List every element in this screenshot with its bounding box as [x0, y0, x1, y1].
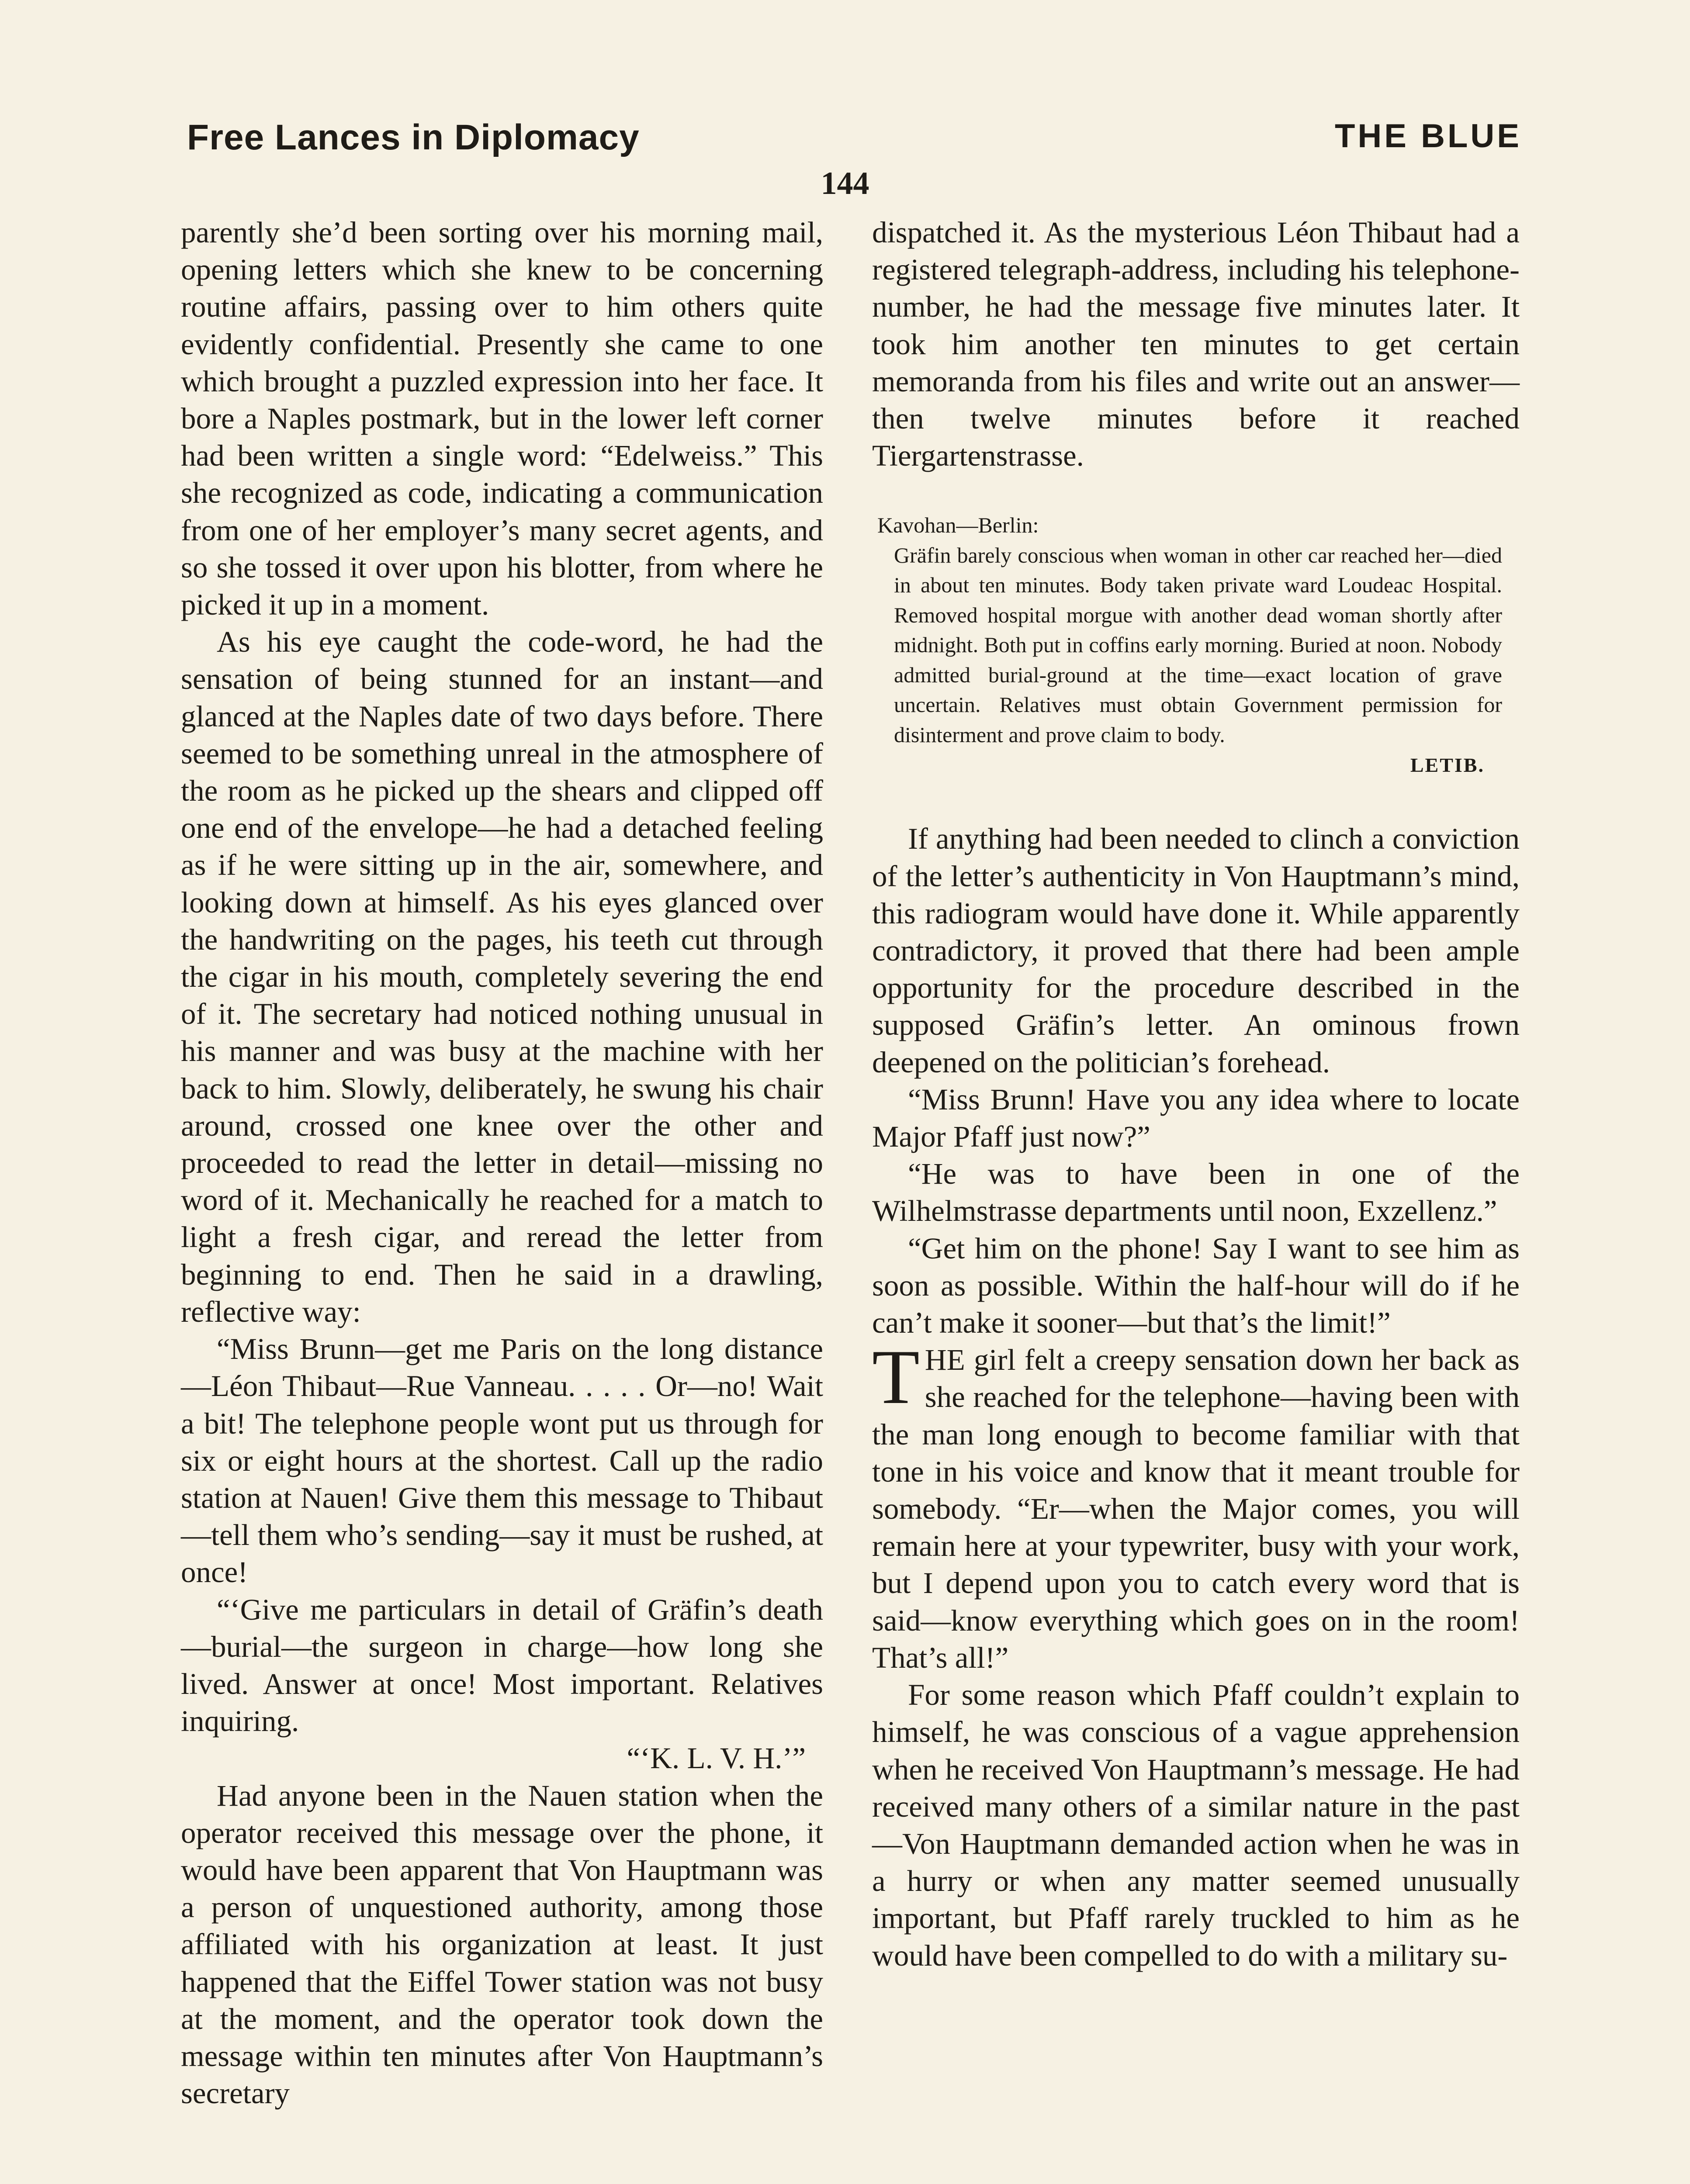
paragraph: “He was to have been in one of the Wilhelmstrasse departments until noon, Exzellenz.” — [872, 1157, 1520, 1228]
running-head-magazine: THE BLUE — [1335, 117, 1522, 155]
spacer — [872, 781, 1520, 820]
radiogram-block — [877, 510, 1502, 781]
radiogram-address: Kavohan—Berlin: — [877, 513, 1039, 538]
dropcap-text: HE girl felt a creepy sensation down her back as she reached for the telephone—having been with the man long enough to become familiar with that tone in his voice and know that it meant trouble for somebody. “Er—when the Major comes, you will remain here at your typewriter, busy with your work, but I depend upon you to catch every word that is said—know everything which goes on in the room! That’s all!” — [872, 1343, 1520, 1674]
paragraph: “Get him on the phone! Say I want to see him as soon as possible. Within the half-hour will do if he can’t make it sooner—but that’s the limit!” — [872, 1231, 1520, 1340]
paragraph: dispatched it. As the mysterious Léon Thibaut had a registered telegraph-address, including his telephone-number, he had the message five minutes later. It took him another ten minutes to get certain memoranda from his files and write out an answer—then twelve minutes before it reached Tiergartenstrasse. — [872, 216, 1520, 473]
radiogram-body: Gräfin barely conscious when woman in other car reached her—died in about ten minutes. Body taken private ward Loudeac Hospital. Removed hospital morgue with another dead woman shortly after midnight. Both put in coffins early morning. Buried at noon. Nobody admitted burial-ground at the time—exact location of grave uncertain. Relatives must obtain Government permission for disinterment and prove claim to body. — [894, 543, 1502, 747]
paragraph: For some reason which Pfaff couldn’t explain to himself, he was conscious of a vague apprehension when he received Von Hauptmann’s message. He had received many others of a similar nature in the past —Von Hauptmann demanded action when he was in a hurry or when any matter seemed unusually important, but Pfaff rarely truckled to him as he would have been compelled to do with a military su- — [872, 1678, 1520, 1972]
paragraph: Had anyone been in the Nauen station when the operator received this message over the phone, it would have been apparent that Von Hauptmann was a person of unquestioned authority, among those affiliated with his organization at least. It just happened that the Eiffel Tower station was not busy at the moment, and the operator took down the message within ten minutes after Von Hauptmann’s secretary — [181, 1779, 823, 2110]
right-column — [872, 214, 1520, 1974]
paragraph: “Miss Brunn! Have you any idea where to locate Major Pfaff just now?” — [872, 1082, 1520, 1154]
paragraph: “Miss Brunn—get me Paris on the long distance—Léon Thibaut—Rue Vanneau. . . . . Or—no! Wait a bit! The telephone people wont put us through for six or eight hours at the shortest. Call up the radio station at Nauen! Give them this message to Thibaut—tell them who’s sending—say it must be rushed, at once! — [181, 1332, 823, 1589]
paragraph: “‘Give me particulars in detail of Gräfin’s death—burial—the surgeon in charge—how long she lived. Answer at once! Most important. Relatives inquiring. — [181, 1593, 823, 1738]
paragraph: As his eye caught the code-word, he had the sensation of being stunned for an instant—and glanced at the Naples date of two days before. There seemed to be something unreal in the atmosphere of the room as he picked up the shears and clipped off one end of the envelope—he had a detached feeling as if he were sitting up in the air, somewhere, and looking down at himself. As his eyes glanced over the handwriting on the pages, his teeth cut through the cigar in his mouth, completely severing the end of it. The secretary had noticed nothing unusual in his manner and was busy at the machine with her back to him. Slowly, deliberately, he swung his chair around, crossed one knee over the other and proceeded to read the letter in detail—missing no word of it. Mechanically he reached for a match to light a fresh cigar, and reread the letter from beginning to end. Then he said in a drawling, reflective way: — [181, 625, 823, 1328]
page-number: 144 — [821, 166, 869, 201]
radiogram-signature: LETIB. — [1410, 754, 1485, 777]
left-column — [181, 214, 823, 2112]
paragraph: parently she’d been sorting over his morning mail, opening letters which she knew to be concerning routine affairs, passing over to him others quite evidently confidential. Presently she came to one which brought a puzzled expression into her face. It bore a Naples postmark, but in the lower left corner had been written a single word: “Edelweiss.” This she recognized as code, indicating a communication from one of her employer’s many secret agents, and so she tossed it over upon his blotter, from where he picked it up in a moment. — [181, 216, 823, 622]
paragraph-dropcap — [872, 1334, 1520, 1676]
paragraph: If anything had been needed to clinch a conviction of the letter’s authenticity in Von Hauptmann’s mind, this radiogram would have done it. While apparently contradictory, it proved that there had been ample opportunity for the procedure described in the supposed Gräfin’s letter. An ominous frown deepened on the politician’s forehead. — [872, 822, 1520, 1079]
message-signature: “‘K. L. V. H.’” — [627, 1742, 806, 1775]
running-head-title: Free Lances in Diplomacy — [187, 117, 640, 157]
drop-cap: T — [872, 1334, 920, 1420]
